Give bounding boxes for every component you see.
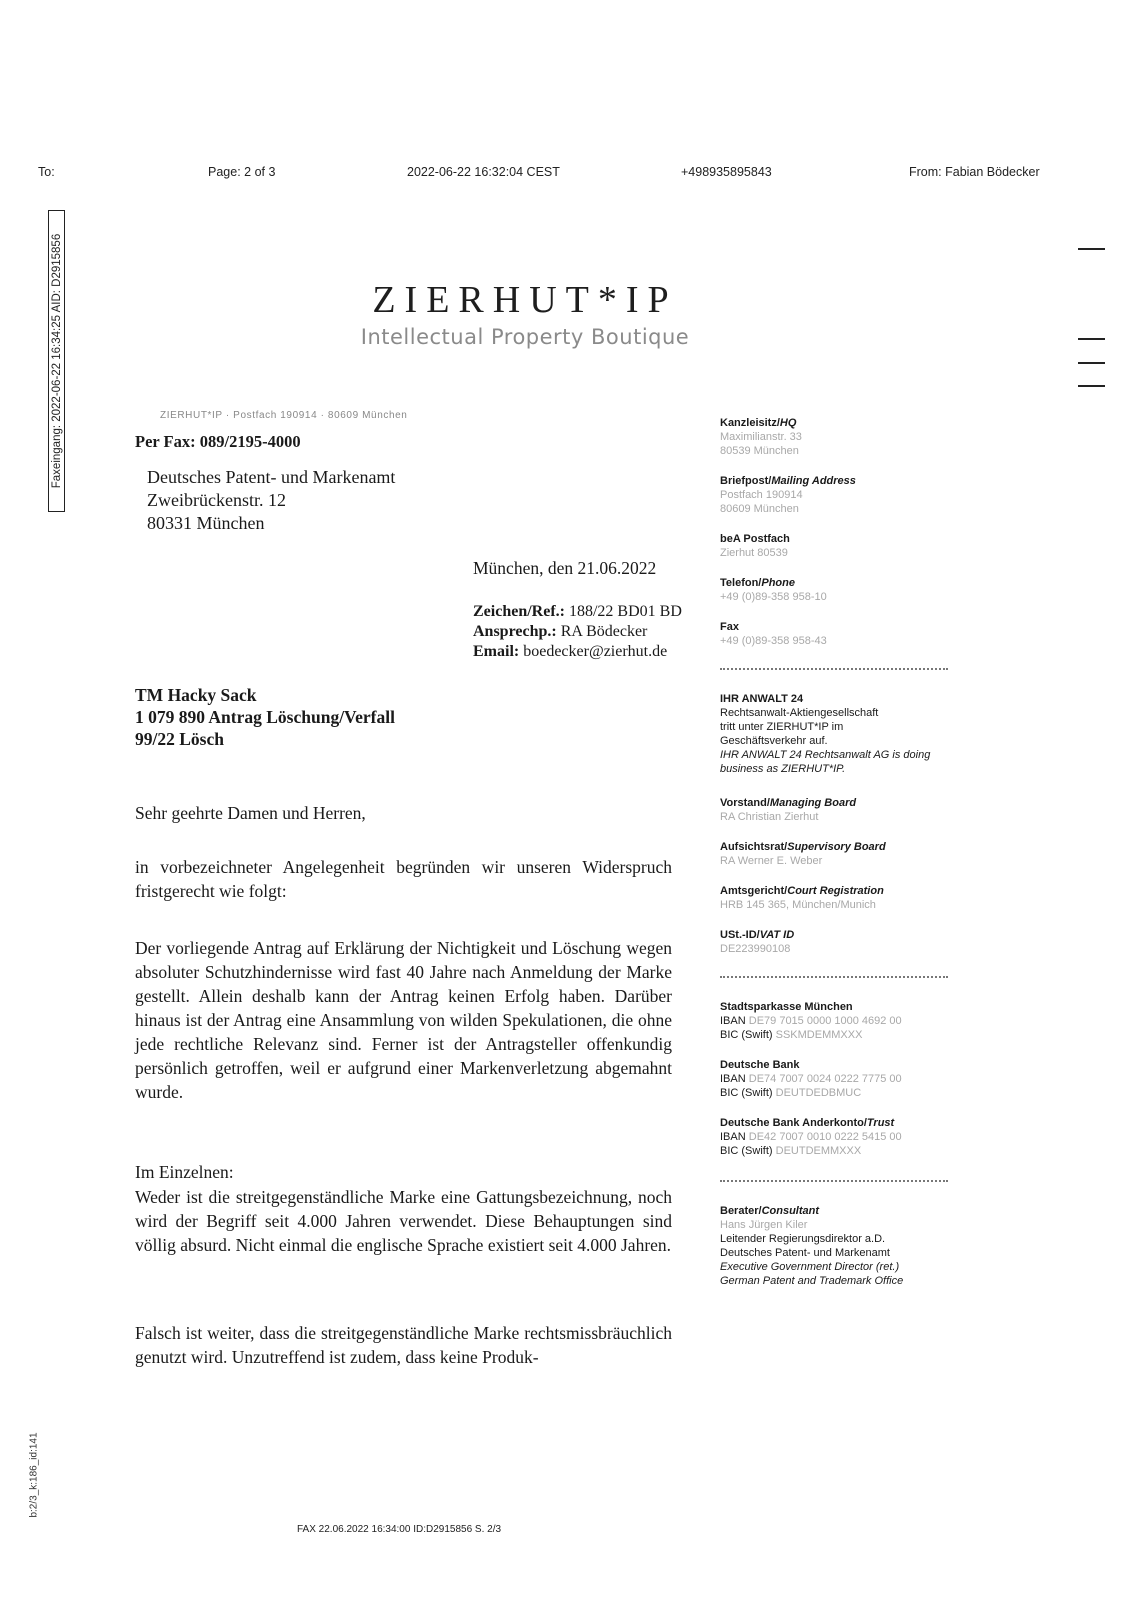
contact-value: RA Bödecker (560, 623, 648, 640)
bank1-iban: DE79 7015 0000 1000 4692 00 (748, 1015, 902, 1027)
recipient-street: Zweibrückenstr. 12 (147, 490, 286, 510)
email-line (473, 642, 667, 661)
hq-line2: 80539 München (720, 445, 799, 457)
body-paragraph-1: in vorbezeichneter Angelegenheit begründen wir unseren Widerspruch fristgerecht wie folgt: (135, 857, 672, 901)
fold-mark (1078, 338, 1105, 340)
contact-line (473, 622, 647, 641)
sidebar-fax (720, 620, 945, 648)
sidebar-bank-3 (720, 1116, 945, 1158)
bank1-bic-label: BIC (Swift) (720, 1029, 773, 1041)
reference-value: 188/22 BD01 BD (568, 603, 682, 620)
fax-receipt-text: Faxeingang: 2022-06-22 16:34:25 AID: D2915856 (50, 233, 63, 489)
advisor-line3: Executive Government Director (ret.) (720, 1261, 900, 1273)
sidebar-vat-id (720, 928, 945, 956)
bank2-iban: DE74 7007 0024 0222 7775 00 (748, 1073, 902, 1085)
reference-label: Zeichen/Ref.: (473, 603, 565, 620)
side-code (22, 1420, 46, 1530)
contact-label: Ansprechp.: (473, 623, 557, 640)
sidebar-phone (720, 576, 945, 604)
sidebar-bank-1 (720, 1000, 945, 1042)
section-heading: Im Einzelnen: (135, 1162, 234, 1182)
company-line4: IHR ANWALT 24 Rechtsanwalt AG is doing (720, 749, 931, 761)
sup-label-a: Aufsichtsrat/ (720, 841, 788, 853)
company-name: IHR ANWALT 24 (720, 693, 804, 705)
fax-value: +49 (0)89-358 958-43 (720, 635, 827, 647)
fax-label: Fax (720, 621, 739, 633)
advisor-label-b: Consultant (761, 1205, 820, 1217)
body-paragraph-4: Falsch ist weiter, dass die streitgegenständliche Marke rechtsmissbräuchlich genutzt wird. Unzutreffend ist zudem, dass keine Produk- (135, 1323, 672, 1367)
court-value: HRB 145 365, München/Munich (720, 899, 876, 911)
sidebar-supervisory-board (720, 840, 945, 868)
fax-page: Page: 2 of 3 (208, 165, 276, 179)
reference-line (473, 602, 682, 621)
bank1-bic: SSKMDEMMXXX (775, 1029, 863, 1041)
mail-line1: Postfach 190914 (720, 489, 803, 501)
sidebar-managing-board (720, 796, 945, 824)
company-line5: business as ZIERHUT*IP. (720, 763, 846, 775)
court-label-b: Court Registration (787, 885, 884, 897)
subject-file-number: 99/22 Lösch (135, 729, 224, 749)
hq-label-b: HQ (779, 417, 797, 429)
sidebar-bea (720, 532, 945, 560)
bank1-iban-label: IBAN (720, 1015, 746, 1027)
advisor-line4: German Patent and Trademark Office (720, 1275, 904, 1287)
advisor-name: Hans Jürgen Kiler (720, 1219, 808, 1231)
mail-label-b: Mailing Address (771, 475, 856, 487)
board-label-b: Managing Board (769, 797, 857, 809)
subject-application: 1 079 890 Antrag Löschung/Verfall (135, 707, 395, 727)
company-line1: Rechtsanwalt-Aktiengesellschaft (720, 707, 879, 719)
bank2-bic: DEUTDEDBMUC (775, 1087, 862, 1099)
subject-trademark: TM Hacky Sack (135, 685, 257, 705)
board-label-a: Vorstand/ (720, 797, 770, 809)
sender-return-line: ZIERHUT*IP · Postfach 190914 · 80609 München (160, 410, 408, 421)
bank2-name: Deutsche Bank (720, 1059, 800, 1071)
fold-mark (1078, 248, 1105, 250)
advisor-line2: Deutsches Patent- und Markenamt (720, 1247, 890, 1259)
sidebar-hq (720, 416, 945, 458)
hq-label-a: Kanzleisitz/ (720, 417, 780, 429)
fax-number: +498935895843 (681, 165, 772, 179)
company-line2: tritt unter ZIERHUT*IP im (720, 721, 844, 733)
advisor-line1: Leitender Regierungsdirektor a.D. (720, 1233, 886, 1245)
bea-value: Zierhut 80539 (720, 547, 788, 559)
advisor-label-a: Berater/ (720, 1205, 762, 1217)
bank3-bic: DEUTDEMMXXX (775, 1145, 862, 1157)
bank3-bic-label: BIC (Swift) (720, 1145, 773, 1157)
logo-wordmark: ZIERHUT*IP (372, 279, 678, 321)
company-line3: Geschäftsverkehr auf. (720, 735, 828, 747)
bea-label: beA Postfach (720, 533, 790, 545)
vat-label-a: USt.-ID/ (720, 929, 760, 941)
sup-value: RA Werner E. Weber (720, 855, 823, 867)
body-paragraph-3: Weder ist die streitgegenständliche Marke eine Gattungsbezeichnung, noch wird der Begriff seit 4.000 Jahren verwendet. Diese Behauptungen sind völlig absurd. Nicht einmal die englische Sprache existiert seit 4.000 Jahren. (135, 1187, 672, 1255)
bank1-name: Stadtsparkasse München (720, 1001, 853, 1013)
email-label: Email: (473, 643, 520, 660)
bank3-name-a: Deutsche Bank Anderkonto/ (720, 1117, 867, 1129)
phone-label-a: Telefon/ (720, 577, 762, 589)
court-label-a: Amtsgericht/ (720, 885, 788, 897)
sidebar-divider (720, 668, 948, 670)
bank3-name-b: Trust (866, 1117, 895, 1129)
hq-line1: Maximilianstr. 33 (720, 431, 802, 443)
sup-label-b: Supervisory Board (787, 841, 886, 853)
bank3-iban-label: IBAN (720, 1131, 746, 1143)
sidebar-divider (720, 976, 948, 978)
fax-to: To: (38, 165, 55, 179)
vat-label-b: VAT ID (759, 929, 795, 941)
salutation: Sehr geehrte Damen und Herren, (135, 803, 366, 823)
recipient-name: Deutsches Patent- und Markenamt (147, 467, 396, 487)
sidebar-court-registration (720, 884, 945, 912)
sidebar-divider (720, 1180, 948, 1182)
recipient-city: 80331 München (147, 513, 265, 533)
logo-tagline: Intellectual Property Boutique (360, 325, 690, 349)
letter-date: München, den 21.06.2022 (473, 558, 657, 578)
bank2-iban-label: IBAN (720, 1073, 746, 1085)
phone-value: +49 (0)89-358 958-10 (720, 591, 827, 603)
email-value[interactable]: boedecker@zierhut.de (523, 643, 668, 660)
sidebar-company (720, 692, 945, 776)
board-value: RA Christian Zierhut (720, 811, 819, 823)
mail-line2: 80609 München (720, 503, 799, 515)
fold-mark (1078, 385, 1105, 387)
sidebar-consultant (720, 1204, 945, 1288)
bank3-iban: DE42 7007 0010 0222 5415 00 (748, 1131, 902, 1143)
body-paragraph-2: Der vorliegende Antrag auf Erklärung der Nichtigkeit und Löschung wegen absoluter Schutzhindernisse wird fast 40 Jahre nach Anmeldung der Marke gestellt. Allein deshalb kann der Antrag keinen Erfolg haben. Darüber hinaus ist der Antrag eine Ansammlung von wilden Spekulationen, die ohne jede rechtliche Relevanz sind. Ferner ist der Antragsteller offenkundig persönlich getroffen, weil er aufgrund einer Markenverletzung abgemahnt wurde. (135, 938, 672, 1102)
vat-value: DE223990108 (720, 943, 791, 955)
side-code-text: b:2/3_k:186_id:141 (28, 1432, 40, 1518)
fold-mark (1078, 362, 1105, 364)
bank2-bic-label: BIC (Swift) (720, 1087, 773, 1099)
mail-label-a: Briefpost/ (720, 475, 772, 487)
sidebar-mailing-address (720, 474, 945, 516)
fax-receipt-stamp (48, 210, 65, 512)
fax-datetime: 2022-06-22 16:32:04 CEST (407, 165, 560, 179)
fax-from: From: Fabian Bödecker (909, 165, 1040, 179)
fax-footer: FAX 22.06.2022 16:34:00 ID:D2915856 S. 2/3 (297, 1524, 502, 1535)
sidebar-bank-2 (720, 1058, 945, 1100)
phone-label-b: Phone (761, 577, 795, 589)
per-fax-line: Per Fax: 089/2195-4000 (135, 432, 301, 451)
